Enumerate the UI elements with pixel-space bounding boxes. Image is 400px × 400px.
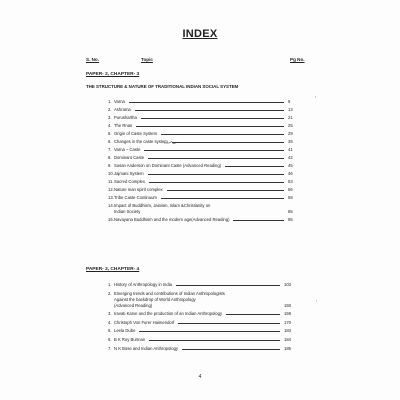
leader-line (172, 142, 284, 143)
index-entry (108, 290, 328, 308)
index-entry (108, 131, 328, 138)
entry-topic: Jajmani System (114, 171, 144, 176)
entry-number: 3. (108, 311, 112, 317)
index-entry (108, 123, 328, 130)
entry-topic: Emerging trends and contributions of Indian Anthropologists (114, 290, 225, 296)
index-entry (108, 328, 328, 335)
entry-topic: History of Anthropology in India (114, 282, 172, 287)
index-entry (108, 163, 328, 170)
leader-line (182, 349, 280, 350)
entry-number: 15. (108, 217, 114, 222)
entry-topic: Varna (114, 99, 125, 104)
leader-line (148, 174, 284, 175)
entry-number: 14. (108, 203, 114, 208)
leader-line (176, 285, 280, 286)
entry-number: 12. (108, 187, 114, 192)
entry-page-number: 21 (288, 115, 293, 120)
entry-topic: N K Bose and Indian Anthropology (114, 345, 179, 351)
pen-mark (164, 141, 178, 144)
entry-number: 9. (108, 163, 112, 168)
index-entry (108, 282, 328, 289)
entry-topic: Nature man spirit complex (114, 187, 163, 192)
entry-topic-continued: Indian Society (114, 209, 141, 214)
entry-page-number: 183 (284, 328, 291, 334)
entry-number: 1. (108, 99, 112, 104)
index-entry (108, 346, 328, 353)
leader-line (226, 314, 280, 315)
entry-page-number: 25 (288, 123, 293, 128)
entry-topic: Ashrama (114, 107, 131, 112)
page-number: 4 (198, 374, 202, 380)
entry-number: 10. (108, 171, 114, 176)
margin-mark: , (315, 93, 317, 99)
leader-line (161, 134, 284, 135)
index-entry (108, 320, 328, 327)
entry-topic: Christoph Von Furer Haimendorf (114, 319, 175, 325)
entry-topic: B K Roy Burman (114, 337, 146, 342)
entry-page-number: 9 (288, 99, 291, 104)
leader-line (178, 323, 280, 324)
column-header-page: Pg No. (290, 57, 305, 62)
index-entry (108, 99, 328, 106)
entry-page-number: 56 (288, 187, 293, 192)
entry-page-number: 185 (284, 345, 291, 351)
entry-number: 8. (108, 155, 112, 160)
index-entry (108, 171, 328, 178)
entry-number: 2. (108, 290, 112, 296)
leader-line (149, 340, 280, 341)
entry-number: 1. (108, 282, 112, 287)
leader-line (233, 220, 284, 221)
entry-topic: Dominant Caste (114, 155, 145, 160)
index-entry (108, 107, 328, 114)
entry-page-number: 103 (284, 282, 291, 287)
margin-mark: , (316, 297, 318, 303)
entry-page-number: 53 (288, 179, 293, 184)
entry-page-number: 95 (288, 217, 293, 222)
entry-topic: Sacred Complex (114, 179, 145, 184)
entry-topic: Varna – Caste (114, 147, 141, 152)
leader-line (139, 331, 280, 332)
index-entry (108, 179, 328, 186)
entry-topic-continued: Against the backdrop of World Anthropology (114, 296, 196, 302)
entry-number: 2. (108, 107, 112, 112)
leader-line (135, 110, 284, 111)
index-entry (108, 115, 328, 122)
index-entry (108, 139, 328, 146)
entry-topic: Changes in the caste system (114, 139, 168, 144)
entry-page-number: 35 (288, 139, 293, 144)
entry-number: 6. (108, 139, 112, 144)
entry-topic: Impact of Buddhism, Jainism, Islam &Christianity on (114, 203, 211, 208)
entry-topic: Tribe Caste Continuum (114, 195, 157, 200)
entry-number: 6. (108, 337, 112, 342)
entry-number: 5. (108, 131, 112, 136)
entry-page-number: 46 (288, 171, 293, 176)
leader-line (148, 158, 284, 159)
leader-line (167, 190, 284, 191)
entry-topic: Susan Anderson on Dominant Caste (Advanced Reading) (114, 163, 222, 168)
entry-topic: Purushartha (114, 115, 137, 120)
entry-topic: Origin of Caste System (114, 131, 158, 136)
index-entry (108, 147, 328, 154)
entry-topic: Leela Dube (114, 328, 136, 334)
page-title: INDEX (182, 28, 218, 40)
leader-line (136, 126, 284, 127)
entry-number: 7. (108, 147, 112, 152)
index-entry (108, 217, 328, 224)
column-header-topic: Topic (141, 57, 153, 62)
leader-line (141, 118, 284, 119)
entry-page-number: 184 (284, 337, 291, 342)
index-entry (108, 203, 328, 214)
entry-page-number: 29 (288, 131, 293, 136)
entry-page-number: 13 (288, 107, 293, 112)
index-entry (108, 311, 328, 318)
entry-number: 3. (108, 115, 112, 120)
entry-number: 5. (108, 328, 112, 334)
column-header-sno: S. No. (86, 57, 100, 62)
entry-number: 13. (108, 195, 114, 200)
entry-page-number: 170 (284, 319, 291, 325)
index-entry (108, 337, 328, 344)
entry-topic: Iravati Karve and the production of an Indian Anthropology (114, 311, 223, 317)
entry-topic-continued: (Advanced Reading) (114, 302, 153, 308)
index-entry (108, 155, 328, 162)
chapter4-heading: PAPER- 2, CHAPTER- 4 (86, 267, 140, 272)
leader-line (144, 150, 284, 151)
entry-page-number: 45 (288, 163, 293, 168)
entry-page-number: 159 (284, 311, 291, 317)
entry-number: 4. (108, 123, 112, 128)
entry-page-number: 58 (288, 195, 293, 200)
index-entry (108, 187, 328, 194)
entry-page-number: 65 (288, 209, 293, 214)
chapter3-heading: PAPER- 2, CHAPTER- 3 (86, 72, 140, 77)
leader-line (161, 198, 284, 199)
leader-line (129, 102, 284, 103)
entry-number: 4. (108, 319, 112, 325)
entry-number: 11. (108, 179, 114, 184)
entry-page-number: 150 (284, 302, 291, 308)
entry-page-number: 41 (288, 147, 293, 152)
leader-line (149, 182, 284, 183)
leader-line (225, 166, 284, 167)
entry-topic: Navayana Buddhism and the modern age(Advanced Reading) (114, 217, 230, 222)
chapter3-subheading: THE STRUCTURE & NATURE OF TRADITIONAL INDIAN SOCIAL SYSTEM (86, 84, 239, 89)
entry-topic: The Rnas (114, 123, 133, 128)
index-entry (108, 195, 328, 202)
entry-page-number: 42 (288, 155, 293, 160)
entry-number: 7. (108, 345, 112, 351)
